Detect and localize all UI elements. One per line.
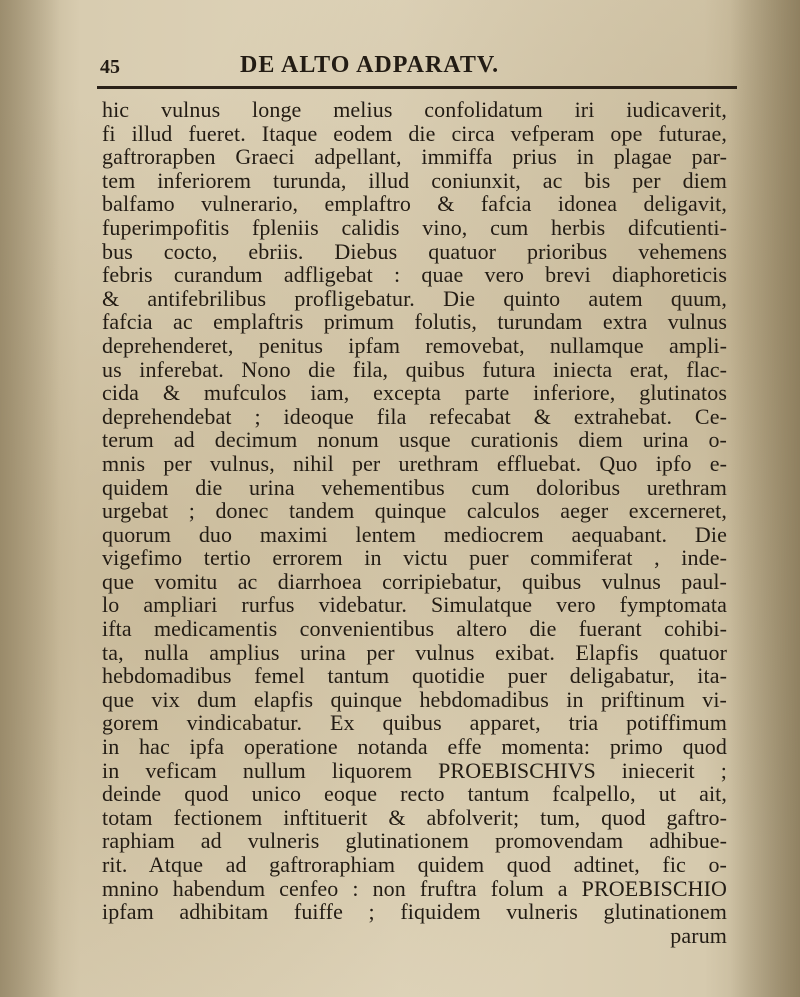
text-line: fafcia ac emplaftris primum folutis, turundam extra vulnus [102,309,727,335]
text-line: bus cocto, ebriis. Diebus quatuor prioribus vehemens [102,238,727,264]
text-line: febris curandum adfligebat : quae vero brevi diaphoreticis [102,262,727,288]
text-line: lo ampliari rurfus videbatur. Simulatque vero fymptomata [102,592,727,618]
text-line: us inferebat. Nono die fila, quibus futura iniecta erat, flac- [102,356,727,382]
body-text [102,98,727,947]
text-line: que vix dum elapfis quinque hebdomadibus in priftinum vi- [102,686,727,712]
text-line: fi illud fueret. Itaque eodem die circa vefperam ope futurae, [102,120,727,146]
text-line: hic vulnus longe melius confolidatum iri iudicaverit, [102,97,727,122]
text-line: hebdomadibus femel tantum quotidie puer deligabatur, ita- [102,663,727,689]
text-line: tem inferiorem turunda, illud coniunxit, ac bis per diem [102,167,727,193]
text-line: balfamo vulnerario, emplaftro & fafcia idonea deligavit, [102,191,727,217]
text-line: in veficam nullum liquorem PROEBISCHIVS iniecerit ; [102,757,727,783]
text-line: totam fectionem inftituerit & abfolverit; tum, quod gaftro- [102,804,727,830]
text-line: deprehenderet, penitus ipfam removebat, nullamque ampli- [102,332,727,358]
text-line: vigefimo tertio errorem in victu puer commiferat , inde- [102,545,727,571]
header-rule [97,86,737,89]
catchword: parum [670,922,727,948]
page-gutter-shadow [0,0,60,997]
text-line: rit. Atque ad gaftroraphiam quidem quod adtinet, fic o- [102,852,727,877]
page-header [100,52,740,80]
text-line: gorem vindicabatur. Ex quibus apparet, tria potiffimum [102,710,727,736]
text-line: mnis per vulnus, nihil per urethram effluebat. Quo ipfo e- [102,450,727,476]
text-line: in hac ipfa operatione notanda effe momenta: primo quod [102,734,727,760]
text-line: quidem die urina vehementibus cum doloribus urethram [102,474,727,500]
text-line: urgebat ; donec tandem quinque calculos aeger excerneret, [102,498,727,524]
page-number: 45 [100,56,120,78]
text-line: & antifebrilibus profligebatur. Die quinto autem quum, [102,285,727,311]
text-line: raphiam ad vulneris glutinationem promovendam adhibue- [102,828,727,854]
text-line: quorum duo maximi lentem mediocrem aequabant. Die [102,521,727,547]
text-line: deprehendebat ; ideoque fila refecabat & extrahebat. Ce- [102,403,727,429]
text-line: ipfam adhibitam fuiffe ; fiquidem vulneris glutinationem [102,899,727,925]
text-line: gaftrorapben Graeci adpellant, immiffa prius in plagae par- [102,144,727,170]
page-edge-shadow [730,0,800,997]
text-line: terum ad decimum nonum usque curationis diem urina o- [102,427,727,453]
running-title: DE ALTO ADPARATV. [240,52,500,78]
text-line: que vomitu ac diarrhoea corripiebatur, quibus vulnus paul- [102,568,727,594]
text-line: ifta medicamentis convenientibus altero die fuerant cohibi- [102,616,727,642]
text-line: deinde quod unico eoque recto tantum fcalpello, ut ait, [102,781,727,807]
text-line: fuperimpofitis fpleniis calidis vino, cum herbis difcutienti- [102,214,727,240]
text-line: cida & mufculos iam, excepta parte inferiore, glutinatos [102,380,727,406]
text-line: ta, nulla amplius urina per vulnus exibat. Elapfis quatuor [102,639,727,665]
text-line: mnino habendum cenfeo : non fruftra folum a PROEBISCHIO [102,875,727,901]
